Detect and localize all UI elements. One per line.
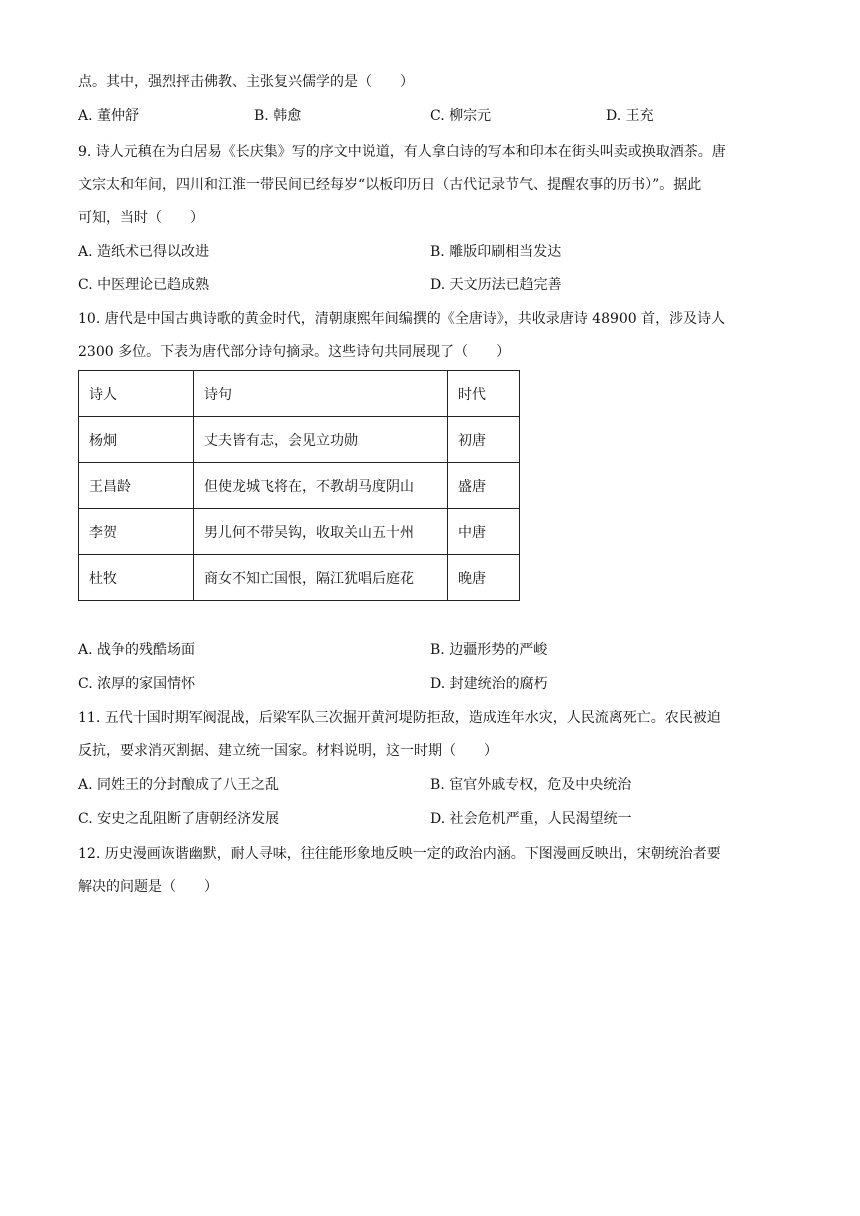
table-header-verse: 诗句 [194,371,448,417]
table-header-row [79,371,520,417]
q12-stem-line-1: 12. 历史漫画诙谐幽默，耐人寻味，往往能形象地反映一定的政治内涵。下图漫画反映出，宋朝统治者要 [78,846,721,862]
q11-option-d: D. 社会危机严重，人民渴望统一 [430,811,632,827]
q11-option-b: B. 宦官外戚专权，危及中央统治 [430,777,632,793]
table-cell-verse: 商女不知亡国恨，隔江犹唱后庭花 [194,555,448,601]
q10-option-d: D. 封建统治的腐朽 [430,676,548,692]
q8-stem: 点。其中，强烈抨击佛教、主张复兴儒学的是（ ） [78,74,414,90]
q8-option-b: B. 韩愈 [254,108,302,124]
q11-stem-line-2: 反抗，要求消灭割据、建立统一国家。材料说明，这一时期（ ） [78,743,498,759]
table-cell-poet: 杨炯 [79,417,194,463]
q11-option-a: A. 同姓王的分封酿成了八王之乱 [78,777,280,793]
q10-option-a: A. 战争的残酷场面 [78,642,196,658]
q10-option-b: B. 边疆形势的严峻 [430,642,548,658]
table-header-era: 时代 [448,371,520,417]
table-cell-era: 晚唐 [448,555,520,601]
table-cell-era: 初唐 [448,417,520,463]
q10-option-c: C. 浓厚的家国情怀 [78,676,196,692]
q9-option-d: D. 天文历法已趋完善 [430,277,562,293]
table-row [79,555,520,601]
q9-stem-line-1: 9. 诗人元稹在为白居易《长庆集》写的序文中说道，有人拿白诗的写本和印本在街头叫卖或换取酒茶。唐 [78,144,726,160]
table-cell-era: 中唐 [448,509,520,555]
table-cell-poet: 王昌龄 [79,463,194,509]
table-cell-verse: 丈夫皆有志，会见立功勋 [194,417,448,463]
q9-option-b: B. 雕版印刷相当发达 [430,244,562,260]
q11-option-c: C. 安史之乱阻断了唐朝经济发展 [78,811,280,827]
q9-option-a: A. 造纸术已得以改进 [78,244,210,260]
q10-stem-line-1: 10. 唐代是中国古典诗歌的黄金时代，清朝康熙年间编撰的《全唐诗》，共收录唐诗 48900 首，涉及诗人 [78,311,726,327]
table-header-poet: 诗人 [79,371,194,417]
table-cell-verse: 但使龙城飞将在，不教胡马度阴山 [194,463,448,509]
q8-option-a: A. 董仲舒 [78,108,140,124]
poem-table [78,370,520,601]
q12-stem-line-2: 解决的问题是（ ） [78,879,218,895]
table-row [79,417,520,463]
table-cell-poet: 杜牧 [79,555,194,601]
table-row [79,463,520,509]
q8-option-d: D. 王充 [606,108,654,124]
q9-stem-line-3: 可知，当时（ ） [78,210,204,226]
q10-stem-line-2: 2300 多位。下表为唐代部分诗句摘录。这些诗句共同展现了（ ） [78,344,511,360]
table-cell-poet: 李贺 [79,509,194,555]
q8-option-c: C. 柳宗元 [430,108,492,124]
q11-stem-line-1: 11. 五代十国时期军阀混战，后梁军队三次掘开黄河堤防拒敌，造成连年水灾，人民流离死亡。农民被迫 [78,710,721,726]
table-cell-era: 盛唐 [448,463,520,509]
table-cell-verse: 男儿何不带吴钩，收取关山五十州 [194,509,448,555]
q9-stem-line-2: 文宗太和年间，四川和江淮一带民间已经每岁“以板印历日（古代记录节气、提醒农事的历书）”。据此 [78,177,702,193]
q9-option-c: C. 中医理论已趋成熟 [78,277,210,293]
table-row [79,509,520,555]
